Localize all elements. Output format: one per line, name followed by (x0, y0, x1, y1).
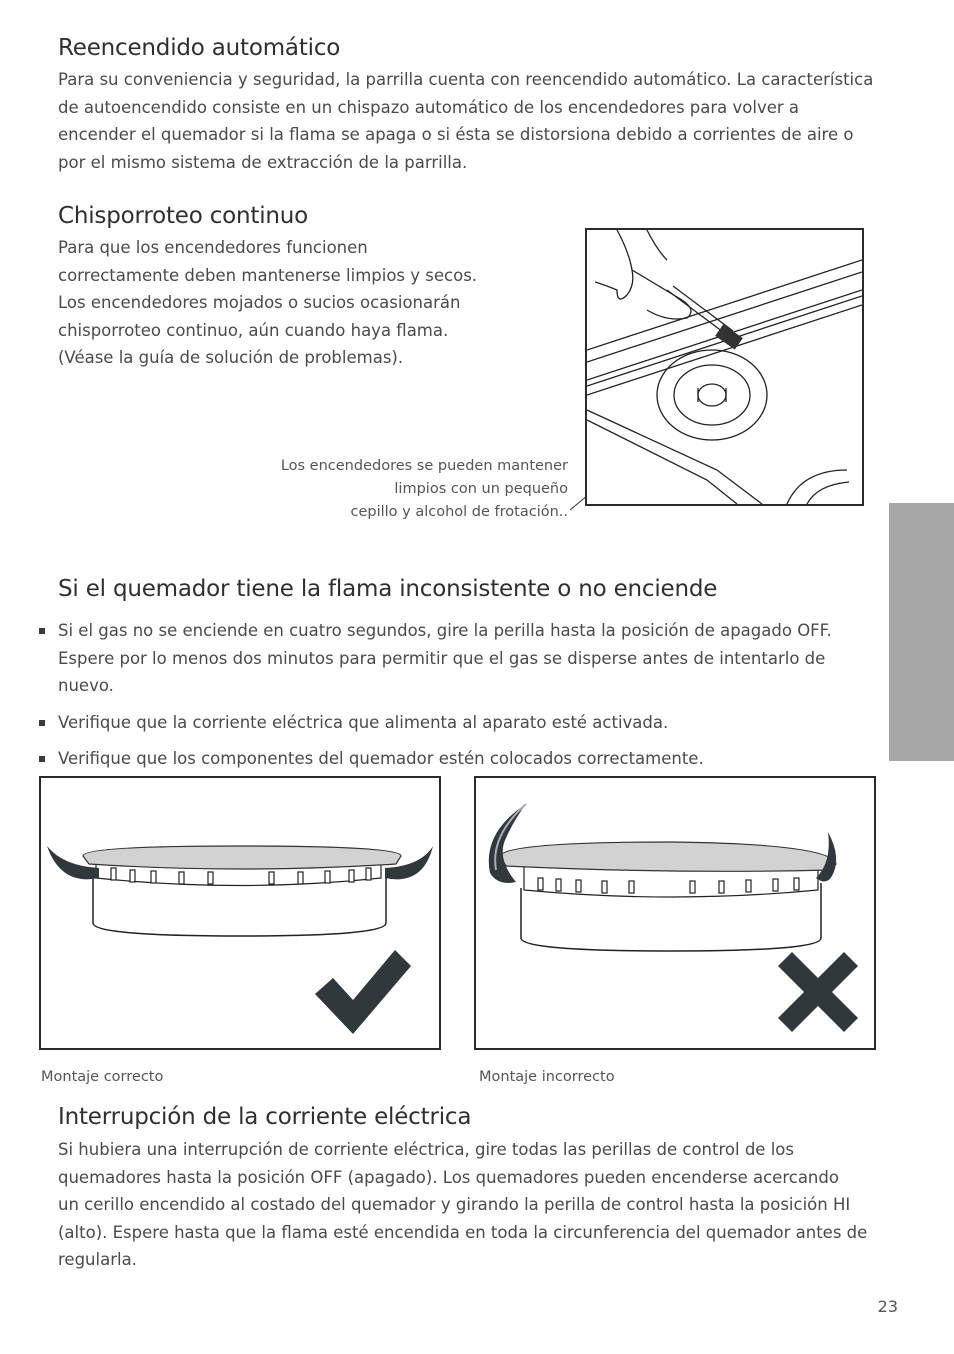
heading-interrupcion: Interrupción de la corriente eléctrica (58, 1104, 472, 1130)
list-item-text: Verifique que la corriente eléctrica que alimenta al aparato esté activada. (58, 712, 669, 732)
list-item (58, 745, 858, 773)
text-line: (Véase la guía de solución de problemas). (58, 348, 404, 367)
text-line: Si hubiera una interrupción de corriente eléctrica, gire todas las perillas de control de los (58, 1140, 794, 1159)
heading-chisporroteo: Chisporroteo continuo (58, 203, 309, 229)
brush-caption (230, 455, 568, 524)
figure-incorrect-assembly (474, 776, 876, 1050)
text-line: encender el quemador si la flama se apaga o si ésta se distorsiona debido a corrientes de aire o (58, 125, 854, 144)
caption-correct: Montaje correcto (41, 1069, 164, 1085)
figure-correct-assembly (39, 776, 441, 1050)
heading-flama: Si el quemador tiene la flama inconsistente o no enciende (58, 576, 718, 602)
text-line: Para que los encendedores funcionen (58, 238, 368, 257)
heading-reencendido: Reencendido automático (58, 35, 341, 61)
text-line: regularla. (58, 1250, 137, 1269)
caption-incorrect: Montaje incorrecto (479, 1069, 615, 1085)
text-line: Los encendedores mojados o sucios ocasionarán (58, 293, 461, 312)
cross-x-icon (776, 950, 860, 1034)
bullet-icon (39, 756, 45, 762)
check-mark-icon (313, 948, 413, 1036)
text-line: de autoencendido consiste en un chispazo automático de los encendedores para volver a (58, 97, 800, 117)
caption-line: cepillo y alcohol de frotación.. (350, 504, 568, 520)
section-tab (889, 503, 954, 761)
paragraph-reencendido (58, 66, 898, 176)
text-line: quemadores hasta la posición OFF (apagado). Los quemadores pueden encenderse acercando (58, 1167, 839, 1187)
bullet-icon (39, 628, 45, 634)
list-item (58, 617, 858, 700)
text-line: (alto). Espere hasta que la flama esté encendida en toda la circunferencia del quemador antes de (58, 1222, 868, 1242)
bullet-icon (39, 720, 45, 726)
paragraph-chisporroteo (58, 234, 538, 372)
caption-line: limpios con un pequeño (394, 481, 568, 497)
bullet-list (58, 617, 858, 782)
text-line: correctamente deben mantenerse limpios y secos. (58, 265, 478, 285)
text-line: Para su conveniencia y seguridad, la parrilla cuenta con reencendido automático. La característica (58, 70, 874, 89)
list-item-text: Si el gas no se enciende en cuatro segundos, gire la perilla hasta la posición de apagado OFF. Espere por lo menos dos minutos para permitir que el gas se disperse antes de intentarlo de nuevo. (58, 621, 832, 695)
page-number: 23 (877, 1297, 898, 1316)
text-line: chisporroteo continuo, aún cuando haya flama. (58, 320, 449, 340)
list-item-text: Verifique que los componentes del quemador estén colocados correctamente. (58, 749, 704, 768)
text-line: por el mismo sistema de extracción de la parrilla. (58, 152, 468, 172)
list-item (58, 709, 858, 737)
paragraph-interrupcion (58, 1136, 898, 1274)
text-line: un cerillo encendido al costado del quemador y girando la perilla de control hasta la posición HI (58, 1195, 851, 1214)
brush-cleaning-illustration (585, 228, 864, 506)
caption-line: Los encendedores se pueden mantener (280, 458, 568, 474)
